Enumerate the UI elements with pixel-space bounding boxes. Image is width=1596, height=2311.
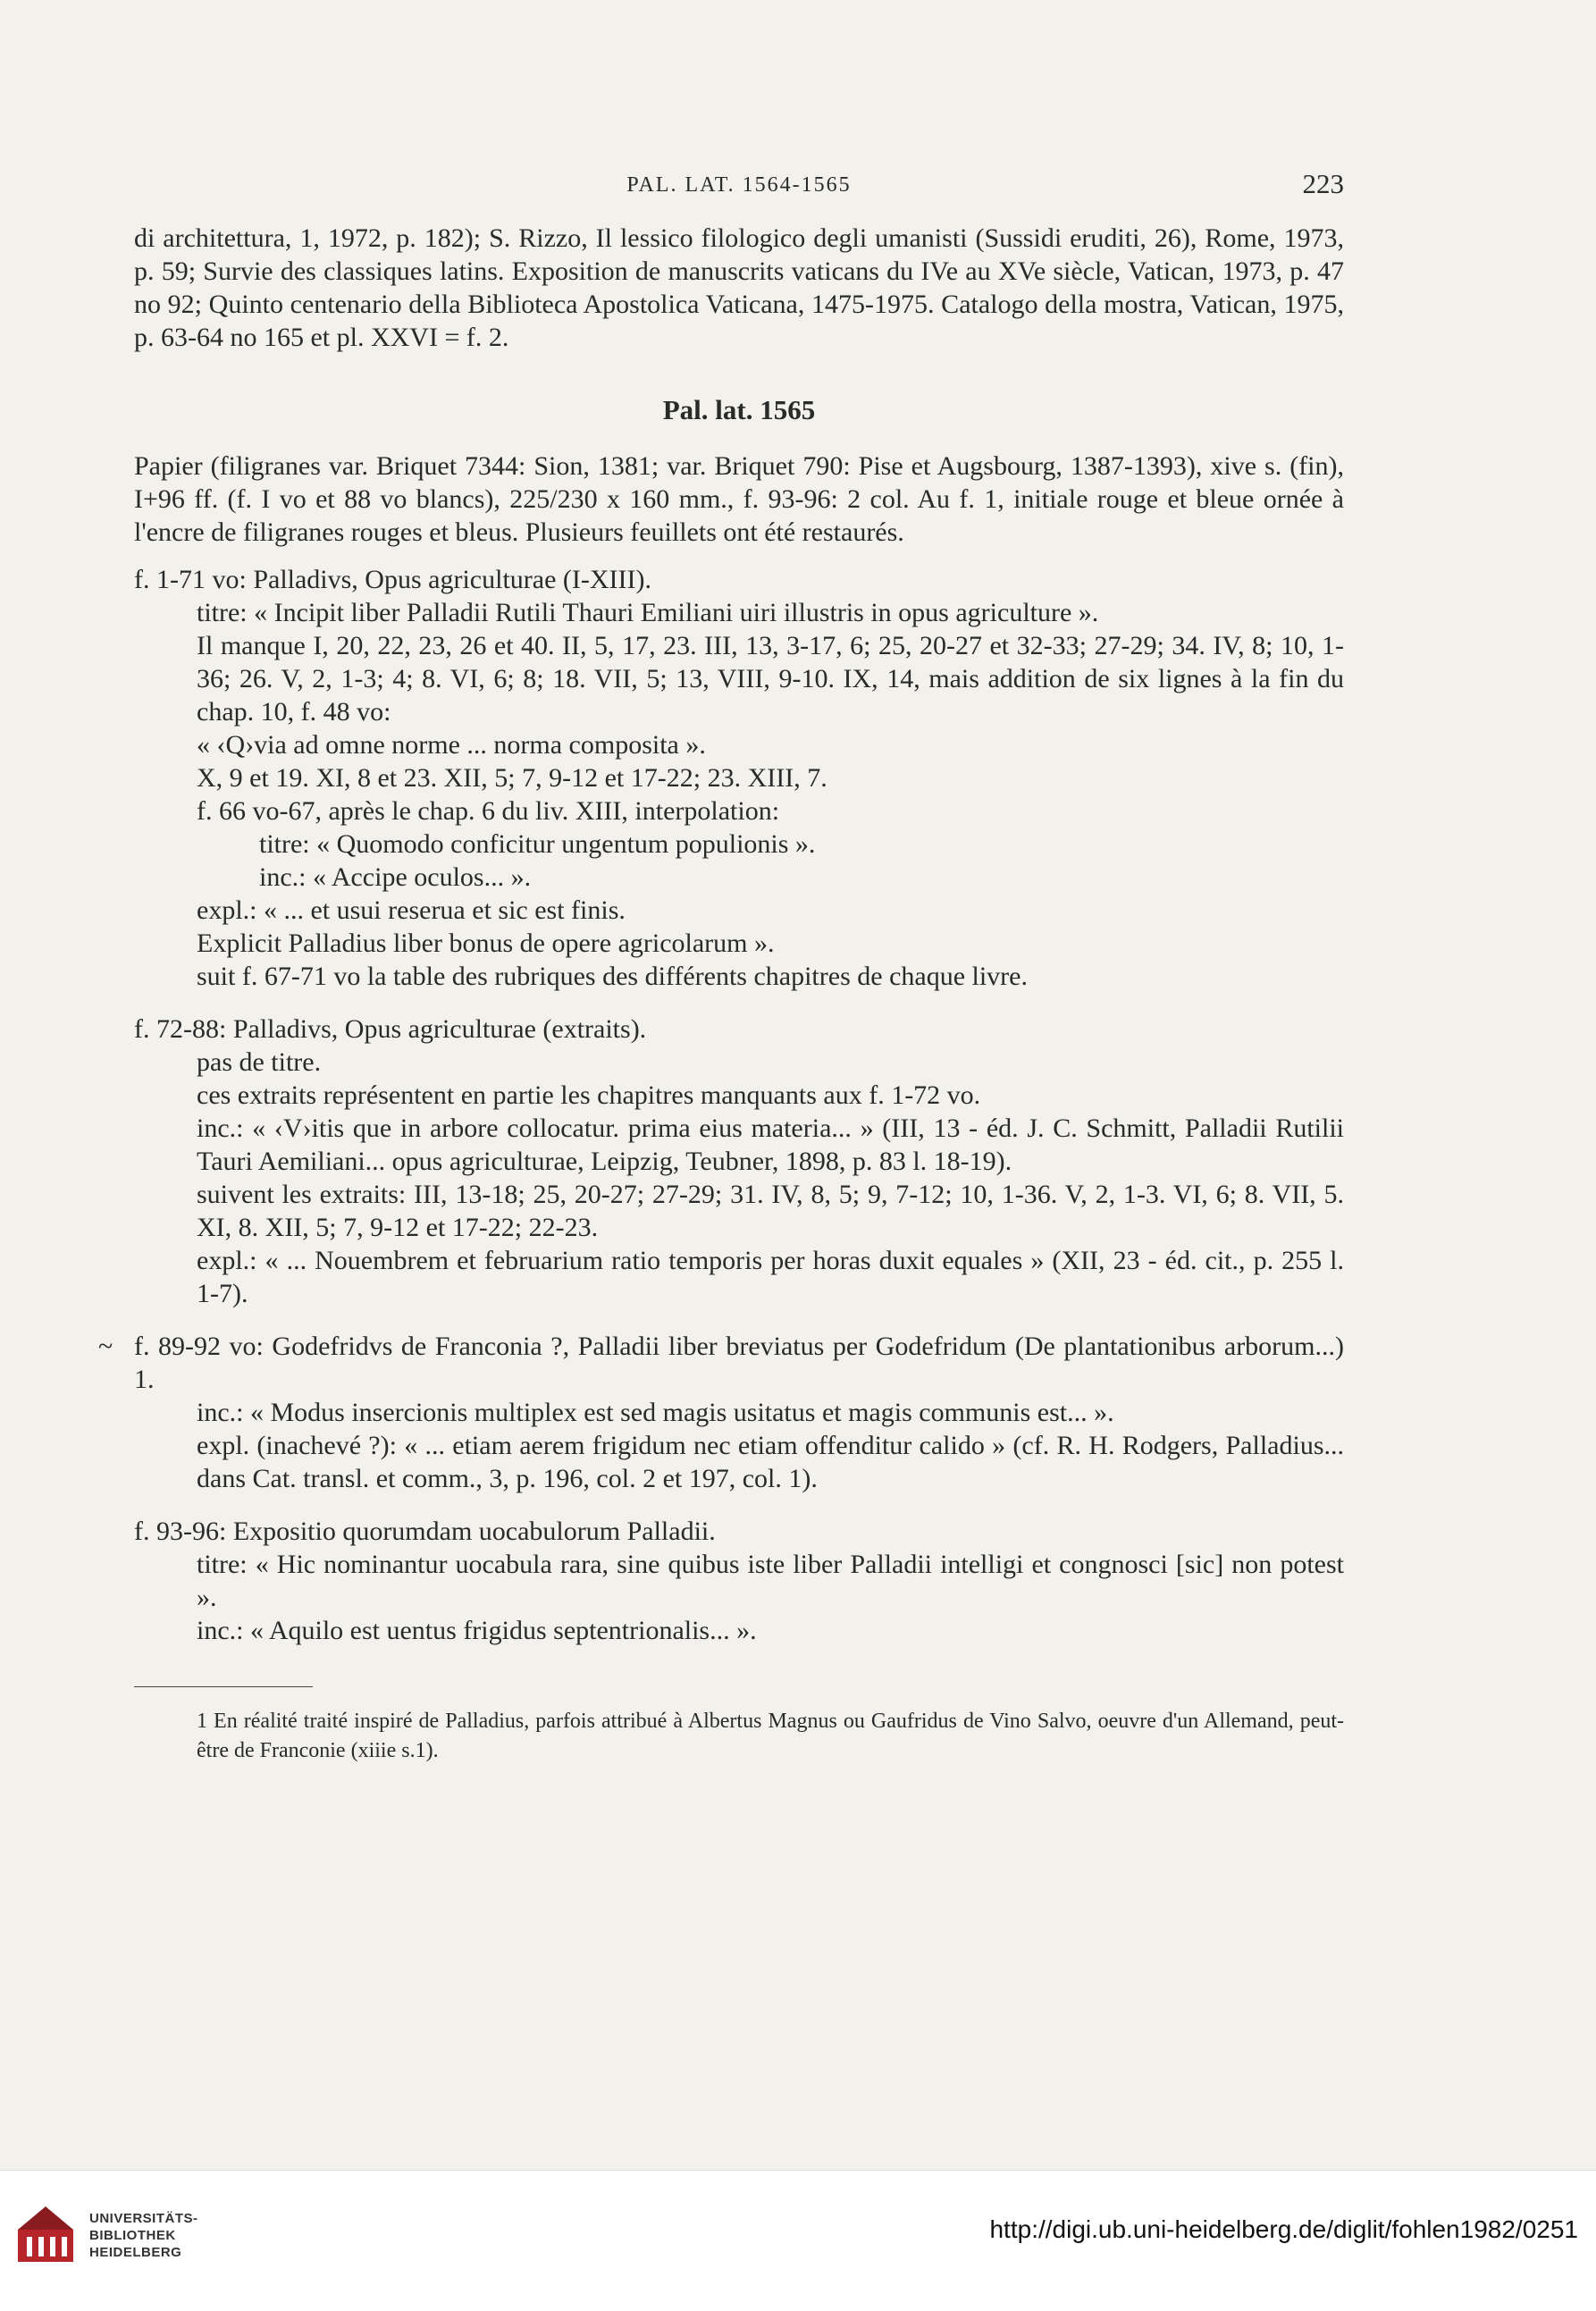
entry-line: inc.: « Modus insercionis multiplex est sed magis usitatus et magis communis est... ».	[197, 1398, 1114, 1427]
entry-title: f. 93-96: Expositio quorumdam uocabulorum Palladii.	[134, 1517, 716, 1546]
entry-line: suit f. 67-71 vo la table des rubriques des différents chapitres de chaque livre.	[197, 962, 1028, 991]
library-logo-icon	[14, 2203, 77, 2265]
library-name-line: BIBLIOTHEK	[89, 2228, 176, 2243]
entry-line: expl. (inachevé ?): « ... etiam aerem frigidum nec etiam offenditur calido » (cf. R. H. Rodgers, Palladius... dans Cat. transl. et comm., 3, p. 196, col. 2 et 197, col. 1).	[197, 1431, 1344, 1493]
entry-folios-93-96	[134, 1515, 1344, 1647]
entry-folios-89-92	[98, 1330, 1344, 1495]
entry-line: « ‹Q›via ad omne norme ... norma composita ».	[197, 730, 706, 760]
library-name	[89, 2210, 268, 2261]
entry-line: inc.: « Accipe oculos... ».	[259, 862, 532, 892]
running-title: PAL. LAT. 1564-1565	[626, 173, 852, 197]
entry-line: inc.: « ‹V›itis que in arbore collocatur. prima eius materia... » (III, 13 - éd. J. C. Schmitt, Palladii Rutilii Tauri Aemiliani... opus agriculturae, Leipzig, Teubner, 1898, p. 83 l. 18-19).	[197, 1113, 1344, 1176]
entry-line: Explicit Palladius liber bonus de opere agricolarum ».	[197, 929, 775, 958]
footnote: 1 En réalité traité inspiré de Palladius, parfois attribué à Albertus Magnus ou Gaufridus de Vino Salvo, oeuvre d'un Allemand, peut-être de Franconie (xiiie s.1).	[197, 1710, 1344, 1762]
library-name-line: UNIVERSITÄTS-	[89, 2211, 198, 2226]
entry-line: ces extraits représentent en partie les chapitres manquants aux f. 1-72 vo.	[197, 1080, 981, 1110]
entry-line: pas de titre.	[197, 1047, 322, 1077]
entry-line: titre: « Hic nominantur uocabula rara, sine quibus iste liber Palladii intelligi et congnosci [sic] non potest ».	[197, 1550, 1344, 1612]
entry-line: expl.: « ... Nouembrem et februarium ratio temporis per horas duxit equales » (XII, 23 - éd. cit., p. 255 l. 1-7).	[197, 1246, 1344, 1308]
entry-title: f. 72-88: Palladivs, Opus agriculturae (extraits).	[134, 1014, 647, 1044]
entry-line: expl.: « ... et usui reserua et sic est finis.	[197, 895, 626, 925]
entry-line: Il manque I, 20, 22, 23, 26 et 40. II, 5, 17, 23. III, 13, 3-17, 6; 25, 20-27 et 32-33; 27-29; 34. IV, 8; 10, 1-36; 26. V, 2, 1-3; 4; 8. VI, 6; 8; 18. VII, 5; 13, VIII, 9-10. IX, 14, mais addition de six lignes à la fin du chap. 10, f. 48 vo:	[197, 631, 1344, 727]
page-body	[98, 222, 1344, 1766]
library-name-line: HEIDELBERG	[89, 2245, 182, 2260]
entry-folios-1-71	[134, 563, 1344, 993]
viewer-footer	[0, 2170, 1596, 2311]
tilde-mark: ~	[98, 1332, 113, 1361]
entry-line: X, 9 et 19. XI, 8 et 23. XII, 5; 7, 9-12 et 17-22; 23. XIII, 7.	[197, 763, 827, 793]
entry-line: titre: « Incipit liber Palladii Rutili Thauri Emiliani uiri illustris in opus agriculture ».	[197, 598, 1099, 627]
permalink-url[interactable]: http://digi.ub.uni-heidelberg.de/diglit/fohlen1982/0251	[989, 2215, 1578, 2243]
manuscript-description: Papier (filigranes var. Briquet 7344: Sion, 1381; var. Briquet 790: Pise et Augsbourg, 1387-1393), xive s. (fin), I+96 ff. (f. I vo et 88 vo blancs), 225/230 x 160 mm., f. 93-96: 2 col. Au f. 1, initiale rouge et bleue ornée à l'encre de filigranes rouges et bleus. Plusieurs feuillets ont été restaurés.	[134, 451, 1344, 547]
entry-line: inc.: « Aquilo est uentus frigidus septentrionalis... ».	[197, 1616, 757, 1645]
running-head	[134, 168, 1344, 204]
entry-line: f. 66 vo-67, après le chap. 6 du liv. XIII, interpolation:	[197, 796, 780, 826]
intro-paragraph: di architettura, 1, 1972, p. 182); S. Rizzo, Il lessico filologico degli umanisti (Sussidi eruditi, 26), Rome, 1973, p. 59; Survie des classiques latins. Exposition de manuscrits vaticans du IVe au XVe siècle, Vatican, 1973, p. 47 no 92; Quinto centenario della Biblioteca Apostolica Vaticana, 1475-1975. Catalogo della mostra, Vatican, 1975, p. 63-64 no 165 et pl. XXVI = f. 2.	[134, 223, 1344, 352]
entry-line: titre: « Quomodo conficitur ungentum populionis ».	[259, 829, 816, 859]
entry-line: suivent les extraits: III, 13-18; 25, 20-27; 27-29; 31. IV, 8, 5; 9, 7-12; 10, 1-36. V, 2, 1-3. VI, 6; 8. VII, 5. XI, 8. XII, 5; 7, 9-12 et 17-22; 22-23.	[197, 1180, 1344, 1242]
entry-folios-72-88	[134, 1013, 1344, 1310]
entry-title-text: f. 89-92 vo: Godefridvs de Franconia ?, Palladii liber breviatus per Godefridum (De plantationibus arborum...) 1.	[134, 1332, 1344, 1394]
entry-title	[98, 1330, 1344, 1396]
page-number: 223	[1302, 168, 1344, 199]
section-heading: Pal. lat. 1565	[662, 394, 816, 425]
footnote-rule	[134, 1686, 313, 1687]
entry-title: f. 1-71 vo: Palladivs, Opus agriculturae (I-XIII).	[134, 565, 651, 594]
